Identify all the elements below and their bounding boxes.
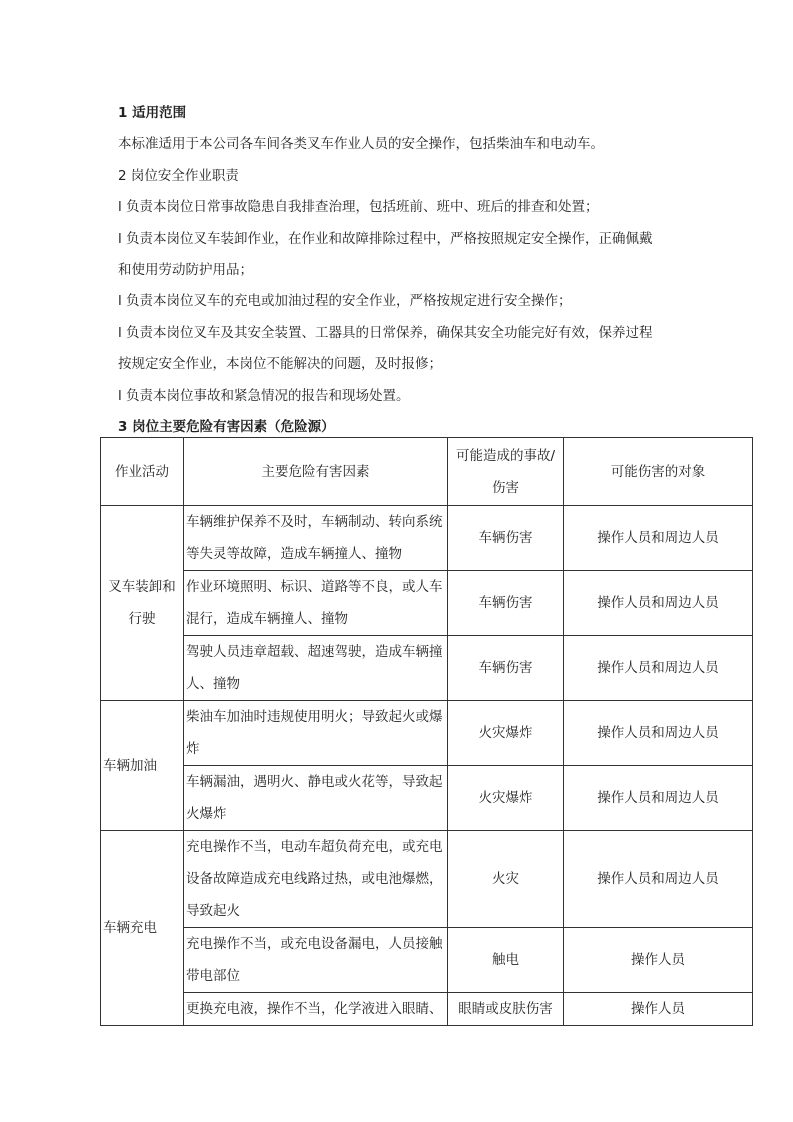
- factor-line: 人、撞物: [186, 676, 240, 692]
- factor-line: 柴油车加油时违规使用明火；导致起火或爆: [186, 709, 443, 725]
- duty-item: l 负责本岗位事故和紧急情况的报告和现场处置。: [118, 387, 410, 404]
- factor-cell: [184, 766, 448, 831]
- header-target: 可能伤害的对象: [564, 438, 753, 506]
- factor-cell: [184, 506, 448, 571]
- duty-item-continued: 按规定安全作业，本岗位不能解决的问题，及时报修；: [118, 356, 442, 373]
- accident-cell: 车辆伤害: [448, 636, 564, 701]
- accident-cell: 火灾爆炸: [448, 701, 564, 766]
- document-body: [118, 98, 718, 443]
- activity-line: 行驶: [128, 611, 156, 627]
- target-cell: 操作人员和周边人员: [564, 701, 753, 766]
- target-cell: 操作人员和周边人员: [564, 766, 753, 831]
- table-header-row: [101, 438, 753, 506]
- header-accident: [448, 438, 564, 506]
- accident-cell: 车辆伤害: [448, 571, 564, 636]
- table-row: [101, 636, 753, 701]
- table-row: [101, 506, 753, 571]
- accident-cell: 触电: [448, 928, 564, 993]
- header-accident-line1: 可能造成的事故/: [455, 447, 556, 464]
- activity-cell: 车辆充电: [101, 831, 184, 1026]
- duty-item: l 负责本岗位日常事故隐患自我排查治理，包括班前、班中、班后的排查和处置；: [118, 199, 599, 216]
- target-cell: 操作人员和周边人员: [564, 636, 753, 701]
- section-2-title: 2 岗位安全作业职责: [118, 167, 239, 184]
- factor-cell: [184, 701, 448, 766]
- factor-cell: [184, 928, 448, 993]
- table-row: [101, 928, 753, 993]
- factor-line: 充电操作不当，或充电设备漏电，人员接触: [186, 936, 443, 952]
- duty-item: l 负责本岗位叉车装卸作业，在作业和故障排除过程中，严格按照规定安全操作，正确佩戴: [118, 230, 653, 247]
- factor-line: 混行，造成车辆撞人、撞物: [186, 611, 348, 627]
- factor-cell: 更换充电液，操作不当，化学液进入眼睛、: [184, 993, 448, 1026]
- target-cell: 操作人员: [564, 928, 753, 993]
- factor-line: 炸: [186, 741, 200, 757]
- factor-line: 车辆维护保养不及时，车辆制动、转向系统: [186, 514, 443, 530]
- section-1-title: 1 适用范围: [118, 105, 187, 121]
- section-1-text: 本标准适用于本公司各车间各类叉车作业人员的安全操作，包括柴油车和电动车。: [118, 136, 604, 153]
- activity-cell: 车辆加油: [101, 701, 184, 831]
- table-row: [101, 571, 753, 636]
- hazard-table: [100, 437, 753, 1026]
- table-row: [101, 993, 753, 1026]
- factor-line: 作业环境照明、标识、道路等不良，或人车: [186, 579, 443, 595]
- factor-line: 带电部位: [186, 968, 240, 984]
- target-cell: 操作人员和周边人员: [564, 506, 753, 571]
- header-factor: 主要危险有害因素: [184, 438, 448, 506]
- table-row: [101, 701, 753, 766]
- factor-line: 设备故障造成充电线路过热，或电池爆燃，: [186, 871, 443, 887]
- header-accident-line2: 伤害: [492, 479, 519, 496]
- duty-item: l 负责本岗位叉车及其安全装置、工器具的日常保养，确保其安全功能完好有效，保养过程: [118, 324, 653, 341]
- factor-line: 导致起火: [186, 903, 240, 919]
- accident-cell: 眼睛或皮肤伤害: [448, 993, 564, 1026]
- factor-line: 充电操作不当，电动车超负荷充电，或充电: [186, 839, 443, 855]
- target-cell: 操作人员和周边人员: [564, 831, 753, 928]
- target-cell: 操作人员和周边人员: [564, 571, 753, 636]
- duty-item: l 负责本岗位叉车的充电或加油过程的安全作业，严格按规定进行安全操作；: [118, 293, 572, 310]
- factor-cell: [184, 571, 448, 636]
- table-row: [101, 766, 753, 831]
- accident-cell: 车辆伤害: [448, 506, 564, 571]
- factor-line: 火爆炸: [186, 806, 227, 822]
- activity-line: 叉车装卸和: [108, 579, 176, 595]
- accident-cell: 火灾爆炸: [448, 766, 564, 831]
- factor-cell: [184, 831, 448, 928]
- factor-line: 等失灵等故障，造成车辆撞人、撞物: [186, 546, 402, 562]
- factor-cell: [184, 636, 448, 701]
- duty-item-continued: 和使用劳动防护用品；: [118, 261, 253, 278]
- target-cell: 操作人员: [564, 993, 753, 1026]
- factor-line: 车辆漏油，遇明火、静电或火花等，导致起: [186, 774, 443, 790]
- activity-cell: [101, 506, 184, 701]
- table-row: [101, 831, 753, 928]
- accident-cell: 火灾: [448, 831, 564, 928]
- factor-line: 驾驶人员违章超载、超速驾驶，造成车辆撞: [186, 644, 443, 660]
- section-3-title: 3 岗位主要危险有害因素（危险源）: [118, 418, 335, 435]
- header-activity: 作业活动: [101, 438, 184, 506]
